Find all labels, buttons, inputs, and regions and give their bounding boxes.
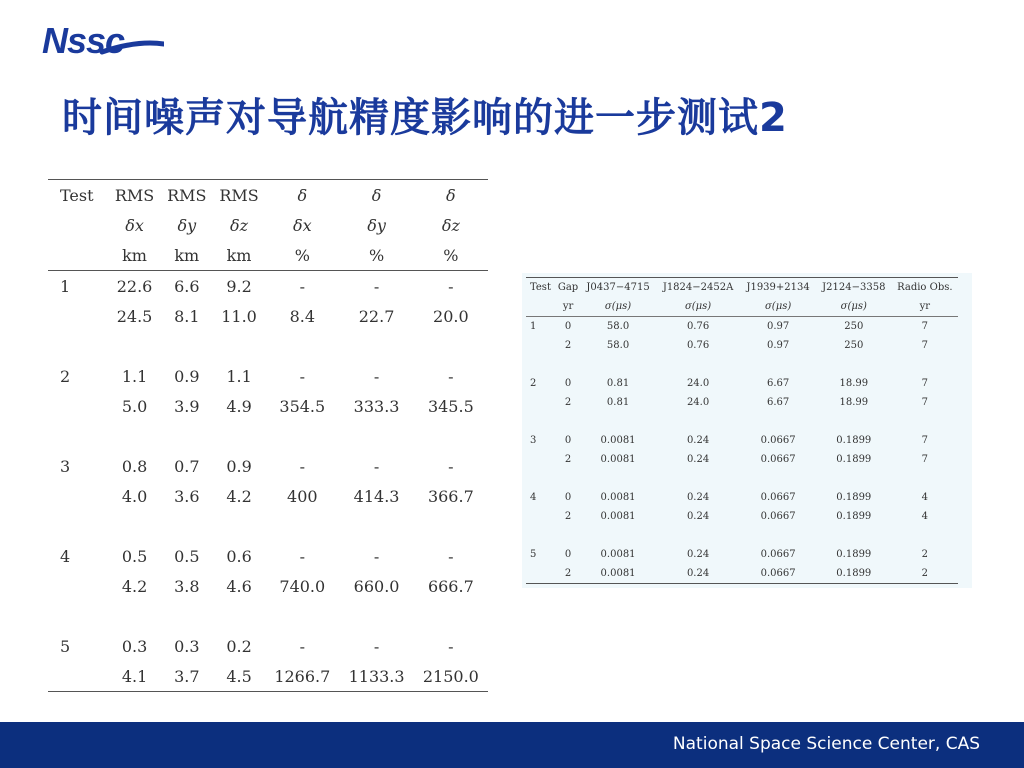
table-cell: 0.0081 xyxy=(600,435,636,446)
table-cell: 250 xyxy=(844,340,864,351)
table-row xyxy=(526,336,958,355)
table-cell xyxy=(48,301,108,331)
table-cell: 366.7 xyxy=(427,486,474,506)
table-cell: 0.6 xyxy=(226,546,252,566)
table-cell: δ xyxy=(265,180,339,211)
table-cell: J2124−3358 xyxy=(816,278,892,298)
table-cell: 7 xyxy=(921,397,929,408)
table-cell xyxy=(48,240,108,271)
table-cell: % xyxy=(414,240,488,271)
table-cell: 2 xyxy=(60,366,71,386)
table-cell: 24.0 xyxy=(686,397,710,408)
table-cell: 4.9 xyxy=(226,396,252,416)
table-cell: 0.24 xyxy=(656,564,740,584)
table-cell: 400 xyxy=(287,486,318,506)
table-cell: 1.1 xyxy=(226,366,252,386)
table-cell: δ xyxy=(339,180,413,211)
table-cell: δz xyxy=(441,215,460,235)
table-cell: 0.0667 xyxy=(740,564,816,584)
group-spacer xyxy=(48,421,488,451)
table-cell: 4 xyxy=(530,492,537,503)
table-row xyxy=(48,541,488,571)
table-cell: 2 xyxy=(564,340,572,351)
footer-institution: National Space Science Center, CAS xyxy=(672,734,980,754)
table-cell: 7 xyxy=(921,378,929,389)
table-cell: Gap xyxy=(556,278,580,298)
table-cell: 2 xyxy=(556,564,580,584)
table-cell: 0.0667 xyxy=(760,492,796,503)
table-cell: km xyxy=(161,240,213,271)
table-cell: 58.0 xyxy=(606,321,630,332)
group-spacer xyxy=(526,355,958,374)
table-cell: 20.0 xyxy=(433,306,469,326)
table-cell: - xyxy=(373,366,380,386)
table-cell: 0.5 xyxy=(121,546,148,566)
table-cell: δ xyxy=(414,180,488,211)
table-cell: RMS xyxy=(213,180,265,211)
pulsar-timing-table xyxy=(526,277,958,584)
table-cell: 0 xyxy=(564,378,572,389)
table-cell: 0.1899 xyxy=(836,549,872,560)
table-cell: - xyxy=(448,456,454,476)
table-cell: 0.0081 xyxy=(600,492,636,503)
table-cell: km xyxy=(213,240,265,271)
table-cell: 0.81 xyxy=(606,397,630,408)
table-row xyxy=(526,507,958,526)
table-cell: yr xyxy=(556,297,580,317)
table-cell: 0.81 xyxy=(606,378,630,389)
table-cell: 0.0667 xyxy=(760,435,796,446)
table-cell: 2 xyxy=(564,397,572,408)
table-cell: 660.0 xyxy=(353,576,400,596)
table-cell: 1 xyxy=(60,276,71,296)
table-cell: 2 xyxy=(530,378,537,389)
table-cell: - xyxy=(448,366,454,386)
table-cell: 0.9 xyxy=(174,366,200,386)
table-cell: 0.24 xyxy=(686,549,710,560)
table-cell: - xyxy=(373,456,380,476)
table-cell xyxy=(526,336,556,355)
table-cell: 7 xyxy=(921,454,929,465)
group-spacer xyxy=(48,601,488,631)
table-cell: 4.2 xyxy=(226,486,252,506)
table-cell: 2 xyxy=(564,511,572,522)
table-cell: - xyxy=(448,546,454,566)
table-row xyxy=(526,450,958,469)
table-cell: - xyxy=(373,546,380,566)
table-cell xyxy=(526,564,556,584)
table-cell: 4 xyxy=(921,511,929,522)
table-cell: 3.6 xyxy=(174,486,200,506)
table-cell xyxy=(48,481,108,511)
table-cell: - xyxy=(373,636,380,656)
table-cell: - xyxy=(299,636,305,656)
table-cell: 2 xyxy=(892,564,958,584)
table-cell: δx xyxy=(125,215,144,235)
table-cell: J0437−4715 xyxy=(580,278,656,298)
table-row xyxy=(48,451,488,481)
table-cell: σ(μs) xyxy=(740,297,816,317)
table-cell: 58.0 xyxy=(606,340,630,351)
table-cell: 3.7 xyxy=(161,661,213,692)
table-cell: 0 xyxy=(564,321,572,332)
table-cell: 2 xyxy=(564,454,572,465)
group-spacer xyxy=(48,331,488,361)
table-cell: 0.24 xyxy=(686,492,710,503)
table-cell xyxy=(48,571,108,601)
table-cell: δy xyxy=(367,215,386,235)
table-cell: % xyxy=(265,240,339,271)
table-cell xyxy=(48,391,108,421)
table-cell xyxy=(526,297,556,317)
table-cell: yr xyxy=(892,297,958,317)
table-cell: 0.3 xyxy=(174,636,200,656)
svg-text:Nssc: Nssc xyxy=(42,22,125,60)
table-cell: 2 xyxy=(921,549,929,560)
table-cell: - xyxy=(448,276,454,296)
table-cell: 4 xyxy=(921,492,929,503)
table-cell: σ(μs) xyxy=(816,297,892,317)
table-cell: - xyxy=(299,276,305,296)
table-cell: Test xyxy=(526,278,556,298)
table-cell: 8.1 xyxy=(174,306,200,326)
table-cell xyxy=(526,507,556,526)
table-cell: 333.3 xyxy=(353,396,400,416)
table-cell: J1824−2452A xyxy=(656,278,740,298)
table-cell: 7 xyxy=(921,435,929,446)
table-cell: 250 xyxy=(844,321,864,332)
table-cell: σ(μs) xyxy=(656,297,740,317)
table-cell: 0.1899 xyxy=(816,564,892,584)
table-row xyxy=(48,301,488,331)
table-cell: - xyxy=(373,276,380,296)
table-row xyxy=(526,431,958,450)
table-cell: 0.76 xyxy=(686,340,710,351)
table-cell: 0 xyxy=(564,549,572,560)
table-cell: 0.3 xyxy=(121,636,148,656)
table-cell: δy xyxy=(177,215,197,235)
table-cell: 0.97 xyxy=(766,321,790,332)
table-cell: 0.76 xyxy=(686,321,710,332)
table-cell: 0.9 xyxy=(226,456,252,476)
table-cell: 0.0667 xyxy=(760,549,796,560)
table-row xyxy=(526,564,958,584)
table-cell: 0.24 xyxy=(686,454,710,465)
table-row xyxy=(48,631,488,661)
table-cell: 0.0081 xyxy=(600,454,636,465)
table-cell xyxy=(48,661,108,692)
table-cell: 4.2 xyxy=(121,576,148,596)
table-cell: σ(μs) xyxy=(580,297,656,317)
table-header-row xyxy=(48,240,488,271)
table-cell: 18.99 xyxy=(839,378,869,389)
table-cell: 0.0667 xyxy=(760,454,796,465)
table-cell: 4.5 xyxy=(213,661,265,692)
table-cell: 5.0 xyxy=(121,396,148,416)
table-cell: 24.5 xyxy=(116,306,153,326)
table-cell: 354.5 xyxy=(279,396,326,416)
table-cell: - xyxy=(448,636,454,656)
table-cell: 24.0 xyxy=(686,378,710,389)
table-cell: Radio Obs. xyxy=(892,278,958,298)
table-cell: 1266.7 xyxy=(265,661,339,692)
table-row xyxy=(48,661,488,692)
table-cell: 0.0081 xyxy=(600,549,636,560)
table-cell: RMS xyxy=(108,180,160,211)
table-cell: 0.5 xyxy=(174,546,200,566)
table-cell: 7 xyxy=(921,321,929,332)
table-cell: 345.5 xyxy=(427,396,474,416)
table-cell: % xyxy=(339,240,413,271)
table-cell: 0.2 xyxy=(226,636,252,656)
table-cell: 2150.0 xyxy=(414,661,488,692)
table-row xyxy=(48,361,488,391)
table-cell: 9.2 xyxy=(226,276,252,296)
group-spacer xyxy=(48,511,488,541)
table-cell: 1.1 xyxy=(121,366,148,386)
table-cell: 4.0 xyxy=(121,486,148,506)
table-row xyxy=(48,571,488,601)
slide-title: 时间噪声对导航精度影响的进一步测试2 xyxy=(62,95,788,141)
table-row xyxy=(48,391,488,421)
table-cell: 18.99 xyxy=(839,397,869,408)
table-row xyxy=(526,393,958,412)
footer-bar xyxy=(0,722,1024,768)
table-cell: Test xyxy=(48,180,108,211)
table-cell: 0.1899 xyxy=(836,435,872,446)
table-header-row xyxy=(48,180,488,211)
table-cell: 0.24 xyxy=(686,435,710,446)
table-cell: 22.6 xyxy=(116,276,153,296)
table-cell: 11.0 xyxy=(221,306,257,326)
table-cell: 740.0 xyxy=(279,576,326,596)
table-cell: 4.1 xyxy=(108,661,160,692)
table-row xyxy=(48,481,488,511)
table-cell: 666.7 xyxy=(427,576,474,596)
table-cell: 0.97 xyxy=(766,340,790,351)
table-cell: 8.4 xyxy=(289,306,316,326)
table-row xyxy=(526,545,958,564)
table-cell xyxy=(526,450,556,469)
table-cell: 3 xyxy=(60,456,71,476)
table-cell: 4 xyxy=(60,546,71,566)
table-cell: J1939+2134 xyxy=(740,278,816,298)
table-cell: RMS xyxy=(161,180,213,211)
table-header-row xyxy=(526,297,958,317)
table-row xyxy=(48,271,488,302)
rms-error-table xyxy=(48,179,488,692)
table-cell: 3.8 xyxy=(174,576,200,596)
table-cell: δx xyxy=(292,215,312,235)
group-spacer xyxy=(526,526,958,545)
table-cell: - xyxy=(299,546,305,566)
table-cell: km xyxy=(108,240,160,271)
table-row xyxy=(526,488,958,507)
pulsar-timing-table-panel xyxy=(522,273,972,588)
table-cell: 0.0667 xyxy=(760,511,796,522)
table-cell: 0.24 xyxy=(686,511,710,522)
table-cell: 4.6 xyxy=(226,576,252,596)
table-cell: 1 xyxy=(530,321,537,332)
table-cell: 0.1899 xyxy=(836,492,872,503)
table-cell: 414.3 xyxy=(353,486,400,506)
nssc-logo xyxy=(42,22,164,60)
table-cell: 6.67 xyxy=(766,397,790,408)
table-cell: 0.0081 xyxy=(600,511,636,522)
table-cell: 6.6 xyxy=(174,276,200,296)
table-cell: 1133.3 xyxy=(339,661,413,692)
group-spacer xyxy=(526,469,958,488)
table-row xyxy=(526,374,958,393)
table-cell: 3 xyxy=(530,435,537,446)
table-row xyxy=(526,317,958,337)
table-cell: 0 xyxy=(564,492,572,503)
table-cell: 5 xyxy=(60,636,71,656)
table-header-row xyxy=(526,278,958,298)
table-cell: - xyxy=(299,366,305,386)
table-cell: 0.1899 xyxy=(836,511,872,522)
table-cell: 7 xyxy=(921,340,929,351)
table-header-row xyxy=(48,210,488,240)
table-cell: 0 xyxy=(564,435,572,446)
table-cell: 0.0081 xyxy=(580,564,656,584)
table-cell: 5 xyxy=(530,549,537,560)
table-cell: 0.7 xyxy=(174,456,200,476)
table-cell: 0.8 xyxy=(121,456,148,476)
table-cell: δz xyxy=(230,215,249,235)
table-cell xyxy=(526,393,556,412)
group-spacer xyxy=(526,412,958,431)
table-cell: 0.1899 xyxy=(836,454,872,465)
table-cell: 22.7 xyxy=(358,306,395,326)
table-cell: 3.9 xyxy=(174,396,200,416)
table-cell: 6.67 xyxy=(766,378,790,389)
table-cell: - xyxy=(299,456,305,476)
table-cell xyxy=(48,210,108,240)
